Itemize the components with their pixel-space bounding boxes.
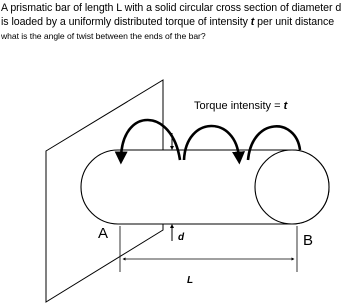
length-label: L [187, 275, 194, 286]
question-part-3: what is the angle of twist between the ends of the bar? [1, 31, 206, 41]
intensity-symbol: t [250, 16, 255, 28]
diameter-label: d [178, 232, 185, 243]
question-part-1: A prismatic bar of length L with a solid circular cross section of diameter d is loaded by a uniformly distributed torque of intensity [1, 2, 342, 28]
torque-label: Torque intensity = t [194, 100, 288, 112]
question-part-2: per unit distance [254, 16, 335, 28]
end-b-label: B [303, 232, 314, 249]
end-a-label: A [98, 225, 109, 242]
end-cross-section [255, 150, 329, 224]
